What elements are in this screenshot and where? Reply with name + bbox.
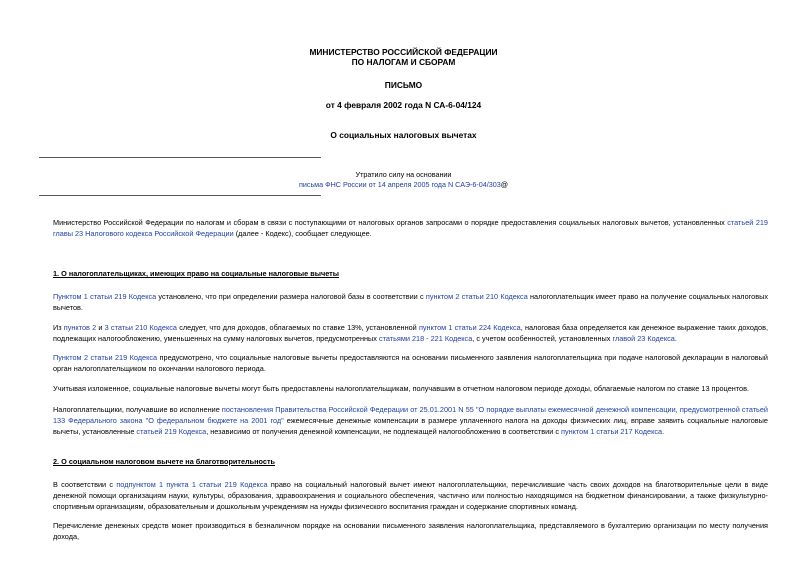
link-articles-218-221[interactable]: статьями 218 - 221 Кодекса: [378, 334, 473, 343]
section2-paragraph-1: [53, 479, 768, 512]
section2-paragraph-2: Перечисление денежных средств может производиться в безналичном порядке на основании письменного заявления налогоплательщика, представляемого в бухгалтерию организации по месту получения дохода,: [53, 521, 768, 541]
text: налогоплательщик имеет право на получение социальных налоговых вычетов.: [53, 292, 768, 312]
ministry-name-line2: ПО НАЛОГАМ И СБОРАМ: [351, 57, 456, 67]
section1-title: 1. О налогоплательщиках, имеющих право на социальные налоговые вычеты: [53, 269, 339, 278]
status-suffix: @: [500, 180, 509, 189]
intro-text-2: (далее - Кодекс), сообщает следующее.: [233, 229, 372, 238]
link-article-217[interactable]: пунктом 1 статьи 217 Кодекса: [561, 427, 663, 436]
text: , независимо от получения денежной компенсации, не подлежащей налогообложению в соответствии с: [206, 427, 562, 436]
divider-top: [39, 157, 321, 158]
text: право на социальный налоговый вычет имеют налогоплательщики, перечислившие часть своих доходов на благотворительные цели в виде денежной помощи организациям науки, культуры, образования, здравоохранения и социального обеспечения, частично или полностью находящимся на бюджетном финансировании, а также физкультурно-спортивным организациям, образовательным и дошкольным учреждениям на нужды физического воспитания граждан и содержание спортивных команд.: [53, 480, 769, 511]
link-chapter-23[interactable]: главой 23 Кодекса: [612, 334, 675, 343]
section2-title: 2. О социальном налоговом вычете на благотворительность: [53, 457, 276, 466]
intro-link-article-219[interactable]: статьей 219 главы 23 Налогового кодекса Российской Федерации: [53, 218, 768, 238]
status-reference: [0, 180, 807, 190]
text: В соответствии с: [53, 480, 117, 489]
text: .: [662, 427, 665, 436]
intro-text-1: Министерство Российской Федерации по налогам и сборам в связи с поступающими от налоговых органов запросами о порядке предоставления социальных налоговых вычетов, установленных: [53, 218, 728, 227]
text: следует, что для доходов, облагаемых по ставке 13%, установленной: [176, 323, 419, 332]
text: .: [674, 334, 677, 343]
link-article-210[interactable]: 3 статьи 210 Кодекса: [104, 323, 177, 332]
link-sp1-p1-article-219[interactable]: подпунктом 1 пункта 1 статьи 219 Кодекса: [116, 480, 268, 489]
status-link[interactable]: письма ФНС России от 14 апреля 2005 года N САЭ-6-04/303: [298, 180, 501, 189]
section1-paragraph-4: Учитывая изложенное, социальные налоговые вычеты могут быть предоставлены налогоплательщикам, получавшим в отчетном налоговом периоде доходы, облагаемые налогом по ставке 13 процентов.: [53, 384, 750, 393]
text: Из: [53, 323, 64, 332]
link-government-decree-55[interactable]: постановления Правительства Российской Федерации от 25.01.2001 N 55 "О порядке выплаты ежемесячной денежной компенсации, предусмотренной статьей 133 Федерального закона "О федеральном бюджете на 2001 год": [53, 405, 768, 425]
intro-paragraph: [53, 217, 768, 239]
text: Налогоплательщики, получавшие во исполнение: [53, 405, 222, 414]
link-p1-article-219[interactable]: Пунктом 1 статьи 219 Кодекса: [53, 292, 157, 301]
section1-paragraph-3: [53, 352, 768, 374]
ministry-name-line1: МИНИСТЕРСТВО РОССИЙСКОЙ ФЕДЕРАЦИИ: [309, 47, 498, 57]
section1-paragraph-2: [53, 322, 768, 344]
text: , с учетом особенностей, установленных: [472, 334, 613, 343]
text: и: [96, 323, 105, 332]
link-points-2[interactable]: пунктов 2: [63, 323, 97, 332]
link-p2-article-219[interactable]: Пунктом 2 статьи 219 Кодекса: [53, 353, 158, 362]
text: предусмотрено, что социальные налоговые вычеты предоставляются на основании письменного заявления налогоплательщика при подаче налоговой декларации в налоговый орган налогоплательщиком по окончании налогового периода.: [53, 353, 768, 373]
document-type: ПИСЬМО: [384, 80, 423, 90]
document-title: О социальных налоговых вычетах: [330, 130, 477, 140]
link-article-219-b[interactable]: статьей 219 Кодекса: [136, 427, 207, 436]
section1-paragraph-1: [53, 291, 768, 313]
text: , налоговая база определяется как денежное выражение таких доходов, подлежащих налогообложению, уменьшенных на сумму налоговых вычетов, предусмотренных: [53, 323, 768, 343]
document-date: от 4 февраля 2002 года N СА-6-04/124: [325, 100, 482, 110]
text: установлено, что при определении размера налоговой базы в соответствии с: [156, 292, 426, 301]
status-line: Утратило силу на основании: [355, 170, 452, 179]
link-article-224[interactable]: пунктом 1 статьи 224 Кодекса: [418, 323, 521, 332]
section1-paragraph-5: [53, 404, 768, 437]
link-p2-article-210[interactable]: пунктом 2 статьи 210 Кодекса: [425, 292, 528, 301]
divider-bottom: [39, 195, 321, 196]
text: ежемесячные денежные компенсации в размере уплаченного налога на доходы физических лиц, вправе заявить социальные налоговые вычеты, установленные: [53, 416, 768, 436]
